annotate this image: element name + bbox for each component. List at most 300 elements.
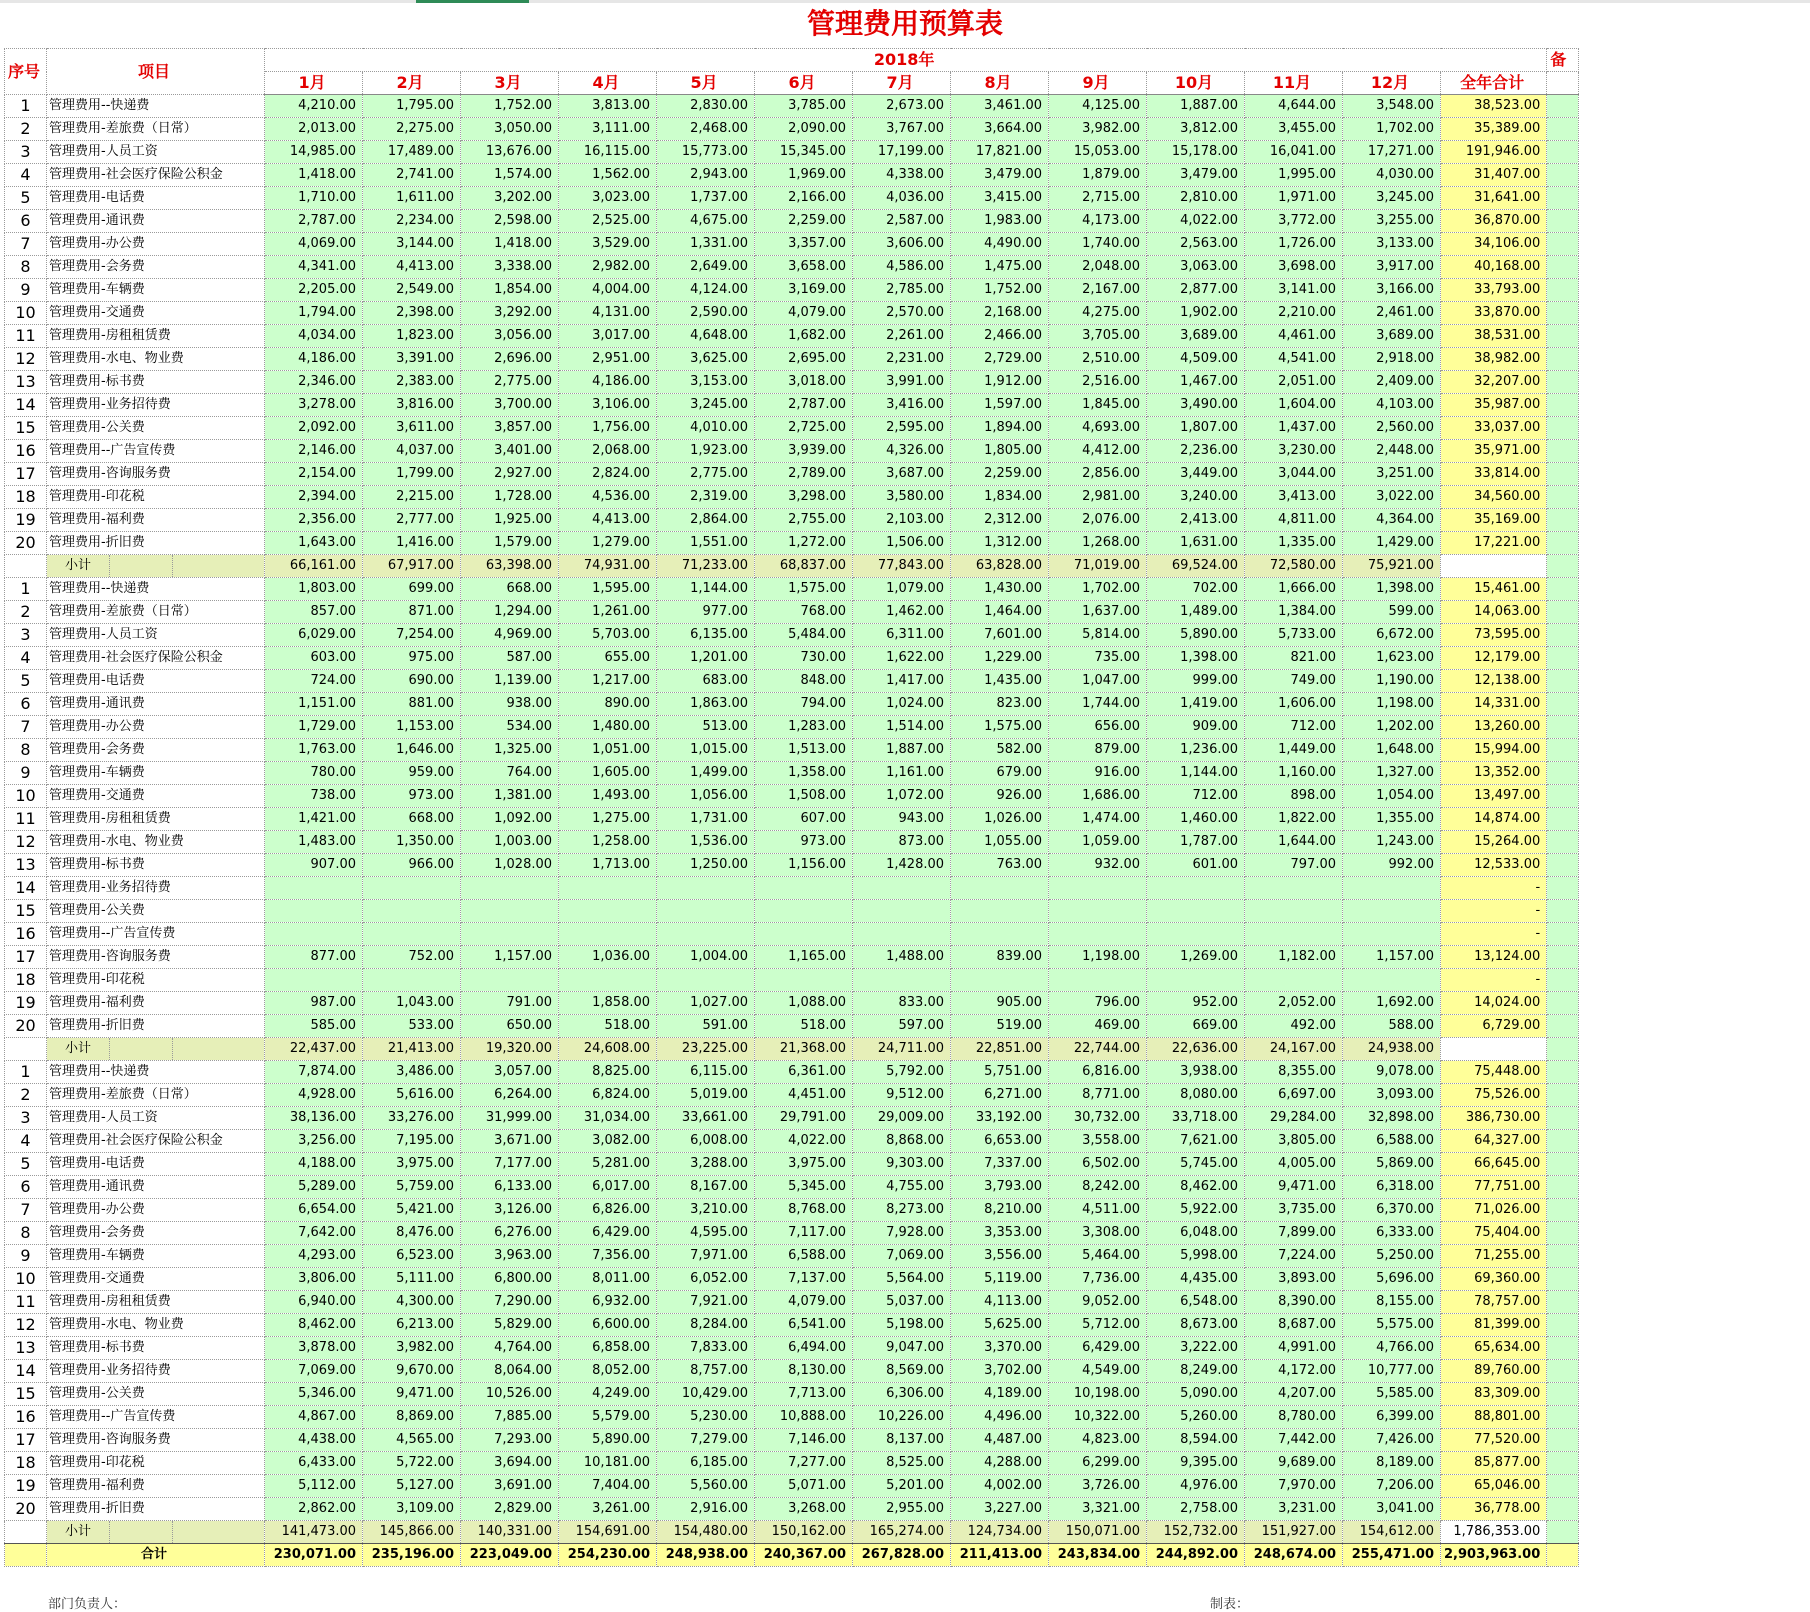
remark-cell[interactable] <box>1547 969 1579 992</box>
month-value[interactable]: 7,621.00 <box>1147 1130 1245 1153</box>
month-value[interactable]: 17,199.00 <box>853 141 951 164</box>
month-value[interactable]: 702.00 <box>1147 578 1245 601</box>
month-value[interactable]: 5,119.00 <box>951 1268 1049 1291</box>
month-value[interactable]: 1,666.00 <box>1245 578 1343 601</box>
month-value[interactable]: 1,430.00 <box>951 578 1049 601</box>
month-value[interactable]: 1,923.00 <box>657 440 755 463</box>
subtotal-value[interactable]: 22,437.00 <box>265 1038 363 1061</box>
month-value[interactable]: 1,858.00 <box>559 992 657 1015</box>
month-value[interactable]: 2,590.00 <box>657 302 755 325</box>
item-name[interactable]: 管理费用-办公费 <box>47 233 265 256</box>
month-value[interactable]: 3,939.00 <box>755 440 853 463</box>
item-name[interactable]: 管理费用--广告宣传费 <box>47 1406 265 1429</box>
month-value[interactable]: 13,676.00 <box>461 141 559 164</box>
remark-cell[interactable] <box>1547 854 1579 877</box>
annual-total[interactable]: 31,407.00 <box>1441 164 1547 187</box>
remark-cell[interactable] <box>1547 141 1579 164</box>
month-value[interactable]: 3,455.00 <box>1245 118 1343 141</box>
month-value[interactable]: 1,887.00 <box>1147 95 1245 118</box>
month-header[interactable]: 8月 <box>951 72 1049 95</box>
month-value[interactable]: 8,868.00 <box>853 1130 951 1153</box>
month-value[interactable]: 4,438.00 <box>265 1429 363 1452</box>
month-value[interactable]: 2,673.00 <box>853 95 951 118</box>
month-value[interactable]: 4,976.00 <box>1147 1475 1245 1498</box>
month-value[interactable]: 2,356.00 <box>265 509 363 532</box>
month-value[interactable]: 7,426.00 <box>1343 1429 1441 1452</box>
month-value[interactable]: 1,151.00 <box>265 693 363 716</box>
month-value[interactable]: 4,644.00 <box>1245 95 1343 118</box>
month-value[interactable]: 2,595.00 <box>853 417 951 440</box>
row-number[interactable]: 10 <box>5 302 47 325</box>
row-number[interactable]: 18 <box>5 486 47 509</box>
month-value[interactable]: 17,821.00 <box>951 141 1049 164</box>
month-value[interactable]: 3,278.00 <box>265 394 363 417</box>
month-value[interactable]: 17,271.00 <box>1343 141 1441 164</box>
remark-cell[interactable] <box>1547 900 1579 923</box>
item-name[interactable]: 管理费用--快递费 <box>47 95 265 118</box>
month-value[interactable]: 7,899.00 <box>1245 1222 1343 1245</box>
month-value[interactable]: 4,412.00 <box>1049 440 1147 463</box>
month-value[interactable]: 871.00 <box>363 601 461 624</box>
month-value[interactable]: 4,010.00 <box>657 417 755 440</box>
month-value[interactable]: 4,487.00 <box>951 1429 1049 1452</box>
month-value[interactable]: 730.00 <box>755 647 853 670</box>
item-name[interactable]: 管理费用-福利费 <box>47 992 265 1015</box>
month-value[interactable]: 6,429.00 <box>1049 1337 1147 1360</box>
month-value[interactable]: 6,502.00 <box>1049 1153 1147 1176</box>
month-value[interactable]: 966.00 <box>363 854 461 877</box>
month-value[interactable]: 2,862.00 <box>265 1498 363 1521</box>
annual-total[interactable]: 15,264.00 <box>1441 831 1547 854</box>
month-header[interactable]: 6月 <box>755 72 853 95</box>
month-value[interactable]: 1,513.00 <box>755 739 853 762</box>
month-value[interactable]: 3,050.00 <box>461 118 559 141</box>
month-value[interactable]: 1,003.00 <box>461 831 559 854</box>
annual-total[interactable]: 36,870.00 <box>1441 210 1547 233</box>
month-value[interactable]: 2,312.00 <box>951 509 1049 532</box>
item-name[interactable]: 管理费用-业务招待费 <box>47 394 265 417</box>
month-value[interactable]: 3,141.00 <box>1245 279 1343 302</box>
month-value[interactable]: 5,792.00 <box>853 1061 951 1084</box>
month-value[interactable]: 4,037.00 <box>363 440 461 463</box>
item-header[interactable]: 项目 <box>47 49 265 95</box>
remark-cell[interactable] <box>1547 1406 1579 1429</box>
month-value[interactable]: 5,579.00 <box>559 1406 657 1429</box>
month-value[interactable]: 1,604.00 <box>1245 394 1343 417</box>
remark-cell[interactable] <box>1547 417 1579 440</box>
month-value[interactable]: 4,022.00 <box>1147 210 1245 233</box>
subtotal-label-cell[interactable] <box>47 555 265 578</box>
month-value[interactable]: 6,115.00 <box>657 1061 755 1084</box>
month-value[interactable]: 5,198.00 <box>853 1314 951 1337</box>
month-value[interactable]: 4,002.00 <box>951 1475 1049 1498</box>
remark-cell[interactable] <box>1547 1245 1579 1268</box>
month-value[interactable]: 2,048.00 <box>1049 256 1147 279</box>
month-value[interactable]: 977.00 <box>657 601 755 624</box>
month-value[interactable]: 3,991.00 <box>853 371 951 394</box>
month-value[interactable]: 3,702.00 <box>951 1360 1049 1383</box>
month-value[interactable]: 2,927.00 <box>461 463 559 486</box>
month-value[interactable]: 4,928.00 <box>265 1084 363 1107</box>
month-value[interactable]: 3,245.00 <box>1343 187 1441 210</box>
month-value[interactable]: 4,186.00 <box>559 371 657 394</box>
month-value[interactable]: 2,013.00 <box>265 118 363 141</box>
remark-cell[interactable] <box>1547 716 1579 739</box>
row-number[interactable]: 11 <box>5 1291 47 1314</box>
item-name[interactable]: 管理费用-水电、物业费 <box>47 348 265 371</box>
month-value[interactable]: 5,560.00 <box>657 1475 755 1498</box>
month-value[interactable]: 1,803.00 <box>265 578 363 601</box>
month-value[interactable]: 881.00 <box>363 693 461 716</box>
month-value[interactable]: 4,293.00 <box>265 1245 363 1268</box>
month-value[interactable]: 1,250.00 <box>657 854 755 877</box>
month-value[interactable] <box>1147 923 1245 946</box>
month-value[interactable]: 1,506.00 <box>853 532 951 555</box>
month-value[interactable]: 764.00 <box>461 762 559 785</box>
remark-cell[interactable] <box>1547 210 1579 233</box>
remark-cell[interactable] <box>1547 739 1579 762</box>
month-value[interactable]: 5,625.00 <box>951 1314 1049 1337</box>
month-value[interactable]: 2,516.00 <box>1049 371 1147 394</box>
month-value[interactable]: 8,869.00 <box>363 1406 461 1429</box>
item-name[interactable]: 管理费用-电话费 <box>47 670 265 693</box>
month-value[interactable]: 943.00 <box>853 808 951 831</box>
subtotal-value[interactable]: 154,480.00 <box>657 1521 755 1544</box>
month-value[interactable] <box>1245 923 1343 946</box>
month-value[interactable] <box>1245 969 1343 992</box>
month-value[interactable]: 4,005.00 <box>1245 1153 1343 1176</box>
remark-cell[interactable] <box>1547 1038 1579 1061</box>
month-value[interactable]: 8,462.00 <box>1147 1176 1245 1199</box>
item-name[interactable]: 管理费用-咨询服务费 <box>47 946 265 969</box>
subtotal-value[interactable]: 152,732.00 <box>1147 1521 1245 1544</box>
subtotal-label-cell[interactable] <box>47 1038 265 1061</box>
month-value[interactable]: 1,575.00 <box>755 578 853 601</box>
row-number[interactable]: 10 <box>5 1268 47 1291</box>
month-value[interactable]: 1,834.00 <box>951 486 1049 509</box>
grand-total-value[interactable]: 255,471.00 <box>1343 1544 1441 1567</box>
month-value[interactable]: 6,370.00 <box>1343 1199 1441 1222</box>
annual-total[interactable]: 85,877.00 <box>1441 1452 1547 1475</box>
month-value[interactable]: 1,190.00 <box>1343 670 1441 693</box>
month-value[interactable]: 1,269.00 <box>1147 946 1245 969</box>
remark-header[interactable]: 备 <box>1547 49 1579 72</box>
month-value[interactable]: 3,230.00 <box>1245 440 1343 463</box>
month-value[interactable]: 1,713.00 <box>559 854 657 877</box>
row-number[interactable]: 2 <box>5 601 47 624</box>
month-value[interactable]: 3,093.00 <box>1343 1084 1441 1107</box>
month-value[interactable]: 5,112.00 <box>265 1475 363 1498</box>
month-value[interactable]: 4,536.00 <box>559 486 657 509</box>
month-value[interactable]: 3,153.00 <box>657 371 755 394</box>
grand-total-value[interactable]: 240,367.00 <box>755 1544 853 1567</box>
month-value[interactable]: 1,275.00 <box>559 808 657 831</box>
month-value[interactable]: 7,146.00 <box>755 1429 853 1452</box>
month-value[interactable]: 9,047.00 <box>853 1337 951 1360</box>
month-value[interactable]: 909.00 <box>1147 716 1245 739</box>
remark-cell[interactable] <box>1547 1429 1579 1452</box>
row-number[interactable]: 1 <box>5 95 47 118</box>
month-value[interactable]: 6,588.00 <box>1343 1130 1441 1153</box>
month-value[interactable]: 3,169.00 <box>755 279 853 302</box>
month-value[interactable]: 3,415.00 <box>951 187 1049 210</box>
month-value[interactable]: 29,009.00 <box>853 1107 951 1130</box>
month-value[interactable]: 5,019.00 <box>657 1084 755 1107</box>
month-value[interactable] <box>1147 877 1245 900</box>
month-value[interactable]: 4,461.00 <box>1245 325 1343 348</box>
row-number[interactable]: 8 <box>5 1222 47 1245</box>
row-number[interactable]: 17 <box>5 463 47 486</box>
month-value[interactable]: 6,824.00 <box>559 1084 657 1107</box>
subtotal-value[interactable]: 150,071.00 <box>1049 1521 1147 1544</box>
month-value[interactable]: 469.00 <box>1049 1015 1147 1038</box>
row-number[interactable]: 11 <box>5 808 47 831</box>
month-value[interactable]: 2,468.00 <box>657 118 755 141</box>
month-value[interactable]: 6,541.00 <box>755 1314 853 1337</box>
month-value[interactable] <box>461 923 559 946</box>
remark-cell[interactable] <box>1547 463 1579 486</box>
month-value[interactable]: 3,109.00 <box>363 1498 461 1521</box>
month-value[interactable]: 1,480.00 <box>559 716 657 739</box>
annual-total[interactable]: 33,814.00 <box>1441 463 1547 486</box>
month-value[interactable]: 32,898.00 <box>1343 1107 1441 1130</box>
month-value[interactable] <box>755 900 853 923</box>
month-value[interactable]: 4,595.00 <box>657 1222 755 1245</box>
month-value[interactable]: 2,856.00 <box>1049 463 1147 486</box>
annual-total[interactable]: 35,169.00 <box>1441 509 1547 532</box>
month-value[interactable]: 839.00 <box>951 946 1049 969</box>
grand-total-label[interactable]: 合计 <box>47 1544 265 1567</box>
month-value[interactable]: 1,268.00 <box>1049 532 1147 555</box>
row-number[interactable]: 13 <box>5 371 47 394</box>
annual-total[interactable]: 15,461.00 <box>1441 578 1547 601</box>
month-value[interactable]: 1,912.00 <box>951 371 1049 394</box>
month-value[interactable]: 2,052.00 <box>1245 992 1343 1015</box>
item-name[interactable]: 管理费用-房租租赁费 <box>47 325 265 348</box>
grand-spacer[interactable] <box>5 1544 47 1567</box>
month-value[interactable]: 1,144.00 <box>1147 762 1245 785</box>
row-number[interactable]: 7 <box>5 1199 47 1222</box>
month-value[interactable]: 3,698.00 <box>1245 256 1343 279</box>
month-value[interactable]: 1,474.00 <box>1049 808 1147 831</box>
item-name[interactable]: 管理费用-通讯费 <box>47 1176 265 1199</box>
month-value[interactable]: 3,023.00 <box>559 187 657 210</box>
month-value[interactable]: 987.00 <box>265 992 363 1015</box>
month-value[interactable]: 2,787.00 <box>755 394 853 417</box>
month-value[interactable]: 975.00 <box>363 647 461 670</box>
month-header[interactable]: 10月 <box>1147 72 1245 95</box>
month-value[interactable]: 3,486.00 <box>363 1061 461 1084</box>
annual-total[interactable]: 13,260.00 <box>1441 716 1547 739</box>
month-value[interactable]: 7,736.00 <box>1049 1268 1147 1291</box>
remark-cell[interactable] <box>1547 762 1579 785</box>
annual-total-header[interactable]: 全年合计 <box>1441 72 1547 95</box>
remark-cell[interactable] <box>1547 624 1579 647</box>
month-value[interactable]: 1,027.00 <box>657 992 755 1015</box>
month-value[interactable]: 2,955.00 <box>853 1498 951 1521</box>
month-value[interactable]: 1,398.00 <box>1343 578 1441 601</box>
month-value[interactable]: 4,435.00 <box>1147 1268 1245 1291</box>
month-value[interactable]: 1,059.00 <box>1049 831 1147 854</box>
month-value[interactable]: 1,381.00 <box>461 785 559 808</box>
row-number[interactable]: 18 <box>5 1452 47 1475</box>
month-value[interactable]: 7,279.00 <box>657 1429 755 1452</box>
month-value[interactable]: 3,056.00 <box>461 325 559 348</box>
month-value[interactable]: 518.00 <box>559 1015 657 1038</box>
month-value[interactable]: 8,687.00 <box>1245 1314 1343 1337</box>
month-value[interactable] <box>853 900 951 923</box>
month-value[interactable] <box>657 900 755 923</box>
subtotal-value[interactable]: 140,331.00 <box>461 1521 559 1544</box>
month-value[interactable]: 8,273.00 <box>853 1199 951 1222</box>
month-value[interactable]: 3,416.00 <box>853 394 951 417</box>
month-value[interactable]: 14,985.00 <box>265 141 363 164</box>
month-value[interactable]: 6,276.00 <box>461 1222 559 1245</box>
month-value[interactable]: 2,755.00 <box>755 509 853 532</box>
month-value[interactable]: 2,789.00 <box>755 463 853 486</box>
month-value[interactable]: 2,413.00 <box>1147 509 1245 532</box>
remark-cell[interactable] <box>1547 1360 1579 1383</box>
row-number[interactable]: 15 <box>5 417 47 440</box>
month-value[interactable]: 3,022.00 <box>1343 486 1441 509</box>
month-value[interactable]: 3,658.00 <box>755 256 853 279</box>
item-name[interactable]: 管理费用-交通费 <box>47 302 265 325</box>
month-value[interactable]: 749.00 <box>1245 670 1343 693</box>
month-value[interactable]: 916.00 <box>1049 762 1147 785</box>
month-value[interactable]: 585.00 <box>265 1015 363 1038</box>
annual-total[interactable]: 12,533.00 <box>1441 854 1547 877</box>
month-header[interactable]: 2月 <box>363 72 461 95</box>
annual-total[interactable]: 12,179.00 <box>1441 647 1547 670</box>
month-value[interactable]: 3,687.00 <box>853 463 951 486</box>
month-value[interactable]: 3,664.00 <box>951 118 1049 141</box>
month-header[interactable]: 3月 <box>461 72 559 95</box>
month-value[interactable]: 4,288.00 <box>951 1452 1049 1475</box>
month-value[interactable]: 519.00 <box>951 1015 1049 1038</box>
annual-total[interactable]: 78,757.00 <box>1441 1291 1547 1314</box>
month-value[interactable]: 1,429.00 <box>1343 532 1441 555</box>
annual-total[interactable]: 14,063.00 <box>1441 601 1547 624</box>
month-value[interactable]: 7,713.00 <box>755 1383 853 1406</box>
subtotal-value[interactable]: 22,744.00 <box>1049 1038 1147 1061</box>
month-value[interactable]: 17,489.00 <box>363 141 461 164</box>
item-name[interactable]: 管理费用-车辆费 <box>47 762 265 785</box>
month-value[interactable]: 1,157.00 <box>1343 946 1441 969</box>
subtotal-value[interactable]: 77,843.00 <box>853 555 951 578</box>
month-header[interactable]: 4月 <box>559 72 657 95</box>
month-value[interactable]: 4,766.00 <box>1343 1337 1441 1360</box>
month-value[interactable]: 3,256.00 <box>265 1130 363 1153</box>
month-value[interactable]: 2,877.00 <box>1147 279 1245 302</box>
item-name[interactable]: 管理费用-会务费 <box>47 1222 265 1245</box>
month-value[interactable]: 3,044.00 <box>1245 463 1343 486</box>
month-value[interactable]: 2,103.00 <box>853 509 951 532</box>
month-value[interactable]: 796.00 <box>1049 992 1147 1015</box>
item-name[interactable]: 管理费用-折旧费 <box>47 1015 265 1038</box>
month-value[interactable] <box>657 923 755 946</box>
month-value[interactable]: 6,654.00 <box>265 1199 363 1222</box>
month-value[interactable]: 6,135.00 <box>657 624 755 647</box>
month-value[interactable]: 1,312.00 <box>951 532 1049 555</box>
month-value[interactable]: 5,703.00 <box>559 624 657 647</box>
month-value[interactable]: 3,793.00 <box>951 1176 1049 1199</box>
row-number[interactable]: 8 <box>5 739 47 762</box>
month-value[interactable]: 926.00 <box>951 785 1049 808</box>
month-value[interactable]: 3,611.00 <box>363 417 461 440</box>
month-value[interactable]: 5,127.00 <box>363 1475 461 1498</box>
month-value[interactable]: 1,015.00 <box>657 739 755 762</box>
remark-cell[interactable] <box>1547 233 1579 256</box>
month-value[interactable]: 3,813.00 <box>559 95 657 118</box>
remark-cell[interactable] <box>1547 371 1579 394</box>
month-value[interactable]: 4,189.00 <box>951 1383 1049 1406</box>
month-value[interactable]: 5,890.00 <box>559 1429 657 1452</box>
month-value[interactable]: 3,308.00 <box>1049 1222 1147 1245</box>
month-value[interactable]: 2,231.00 <box>853 348 951 371</box>
month-value[interactable]: 6,588.00 <box>755 1245 853 1268</box>
month-value[interactable]: 1,437.00 <box>1245 417 1343 440</box>
month-value[interactable] <box>1049 900 1147 923</box>
item-name[interactable]: 管理费用-咨询服务费 <box>47 463 265 486</box>
annual-total[interactable]: 13,352.00 <box>1441 762 1547 785</box>
month-value[interactable]: 2,563.00 <box>1147 233 1245 256</box>
row-number[interactable]: 5 <box>5 187 47 210</box>
item-name[interactable]: 管理费用-水电、物业费 <box>47 1314 265 1337</box>
item-name[interactable]: 管理费用-交通费 <box>47 1268 265 1291</box>
month-value[interactable]: 1,822.00 <box>1245 808 1343 831</box>
month-value[interactable]: 2,916.00 <box>657 1498 755 1521</box>
month-value[interactable]: 4,755.00 <box>853 1176 951 1199</box>
month-value[interactable]: 2,775.00 <box>657 463 755 486</box>
month-value[interactable]: 9,078.00 <box>1343 1061 1441 1084</box>
month-value[interactable] <box>951 969 1049 992</box>
month-value[interactable]: 2,810.00 <box>1147 187 1245 210</box>
annual-total[interactable]: 73,595.00 <box>1441 624 1547 647</box>
month-value[interactable]: 7,117.00 <box>755 1222 853 1245</box>
item-name[interactable]: 管理费用-公关费 <box>47 1383 265 1406</box>
month-value[interactable]: 4,173.00 <box>1049 210 1147 233</box>
month-value[interactable]: 5,998.00 <box>1147 1245 1245 1268</box>
month-value[interactable]: 7,254.00 <box>363 624 461 647</box>
month-value[interactable]: 3,479.00 <box>1147 164 1245 187</box>
subtotal-annual[interactable]: 1,786,353.00 <box>1441 1521 1547 1544</box>
annual-total[interactable]: 31,641.00 <box>1441 187 1547 210</box>
item-name[interactable]: 管理费用-车辆费 <box>47 279 265 302</box>
month-value[interactable]: 8,594.00 <box>1147 1429 1245 1452</box>
row-number[interactable]: 14 <box>5 394 47 417</box>
month-value[interactable] <box>1147 900 1245 923</box>
month-value[interactable]: 2,525.00 <box>559 210 657 233</box>
month-value[interactable]: 1,139.00 <box>461 670 559 693</box>
month-value[interactable]: 8,242.00 <box>1049 1176 1147 1199</box>
month-value[interactable]: 1,631.00 <box>1147 532 1245 555</box>
month-value[interactable]: 5,564.00 <box>853 1268 951 1291</box>
month-value[interactable]: 1,551.00 <box>657 532 755 555</box>
month-value[interactable] <box>265 923 363 946</box>
remark-cell[interactable] <box>1547 647 1579 670</box>
month-value[interactable]: 4,030.00 <box>1343 164 1441 187</box>
month-value[interactable]: 2,570.00 <box>853 302 951 325</box>
month-value[interactable]: 6,017.00 <box>559 1176 657 1199</box>
subtotal-value[interactable]: 24,938.00 <box>1343 1038 1441 1061</box>
month-value[interactable]: 3,240.00 <box>1147 486 1245 509</box>
annual-total[interactable]: 33,870.00 <box>1441 302 1547 325</box>
month-value[interactable]: 8,462.00 <box>265 1314 363 1337</box>
month-value[interactable]: 8,064.00 <box>461 1360 559 1383</box>
annual-total[interactable]: - <box>1441 969 1547 992</box>
month-value[interactable] <box>265 900 363 923</box>
month-value[interactable]: 3,227.00 <box>951 1498 1049 1521</box>
